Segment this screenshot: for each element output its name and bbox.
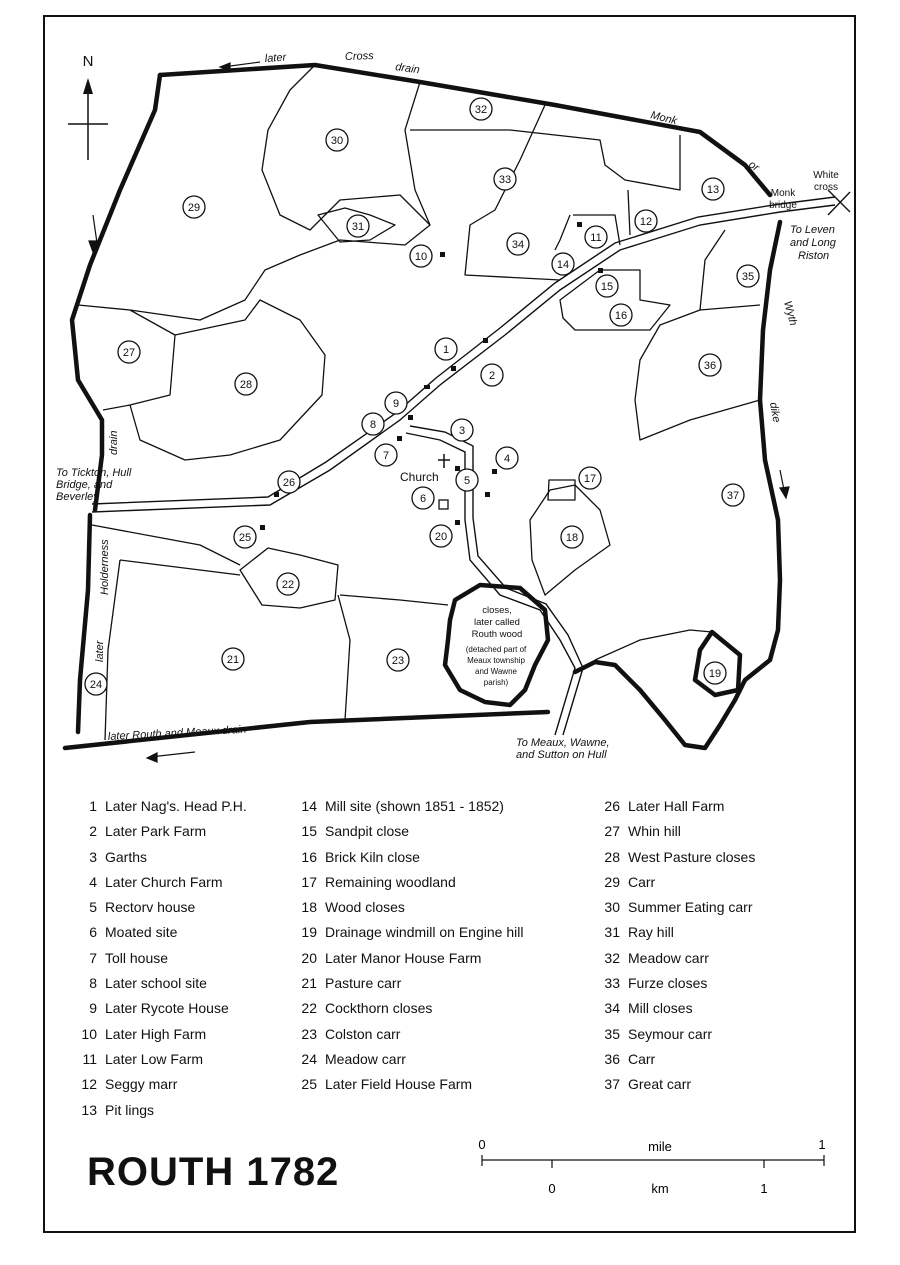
label-later: later bbox=[264, 51, 287, 65]
marker-number: 35 bbox=[741, 271, 755, 283]
legend-text: Pasture carr bbox=[325, 975, 402, 992]
legend-number: 25 bbox=[301, 1076, 317, 1093]
legend-number: 2 bbox=[89, 823, 97, 840]
marker-number: 12 bbox=[639, 216, 653, 228]
legend-text: Wood closes bbox=[325, 899, 405, 916]
legend-item bbox=[598, 821, 755, 846]
label-drain-west: drain bbox=[108, 430, 120, 455]
label-routh-wood-6: and Wawne bbox=[475, 667, 517, 676]
legend-number: 21 bbox=[301, 975, 317, 992]
legend-item bbox=[75, 948, 247, 973]
label-routh-wood-3: Routh wood bbox=[471, 629, 523, 640]
marker-number: 19 bbox=[708, 668, 722, 680]
scale-mile-label: mile bbox=[648, 1139, 672, 1154]
legend-text: Later Rycote House bbox=[105, 1000, 229, 1017]
legend-number: 1 bbox=[89, 798, 97, 814]
legend-item bbox=[295, 922, 523, 947]
legend-text: Cockthorn closes bbox=[325, 1000, 433, 1017]
legend-item bbox=[75, 1074, 247, 1099]
marker-number: 3 bbox=[458, 425, 466, 437]
legend-number: 36 bbox=[604, 1050, 620, 1067]
label-cross: Cross bbox=[344, 50, 374, 63]
road-white-cross bbox=[828, 190, 850, 215]
legend-item bbox=[598, 922, 755, 947]
label-monk: Monk bbox=[649, 109, 679, 128]
legend-number: 12 bbox=[81, 1076, 97, 1093]
legend-text: Meadow carr bbox=[325, 1050, 406, 1067]
label-to-leven-2: and Long bbox=[790, 237, 836, 249]
label-to-tickton-3: Beverley bbox=[56, 491, 99, 503]
marker-number: 26 bbox=[282, 477, 296, 489]
number-markers bbox=[85, 98, 759, 695]
legend-text: West Pasture closes bbox=[628, 848, 756, 865]
legend-item bbox=[598, 847, 755, 872]
flow-arrows bbox=[89, 62, 789, 762]
marker-number: 11 bbox=[590, 232, 602, 244]
legend-number: 16 bbox=[301, 848, 317, 865]
legend-number: 15 bbox=[301, 823, 317, 840]
label-cross-white: cross bbox=[814, 182, 838, 193]
marker-number: 21 bbox=[226, 654, 240, 666]
legend-number: 37 bbox=[604, 1076, 620, 1093]
label-holderness: Holderness bbox=[99, 539, 111, 595]
legend-number: 33 bbox=[604, 975, 620, 992]
legend-item bbox=[598, 872, 755, 897]
north-label: N bbox=[82, 53, 94, 70]
marker-number: 9 bbox=[392, 398, 400, 410]
legend-text: Later High Farm bbox=[105, 1025, 207, 1042]
label-monk-bridge-2: bridge bbox=[769, 200, 797, 211]
legend-text: Seymour carr bbox=[628, 1025, 713, 1042]
legend-item bbox=[75, 1049, 247, 1074]
legend-number: 26 bbox=[604, 798, 620, 814]
legend-number: 23 bbox=[301, 1025, 317, 1042]
legend-number: 19 bbox=[301, 924, 317, 941]
legend-text: Garths bbox=[105, 848, 148, 865]
marker-number: 29 bbox=[187, 202, 201, 214]
marker-number: 5 bbox=[463, 475, 471, 487]
marker-number: 31 bbox=[351, 221, 365, 233]
label-to-meaux-2: and Sutton on Hull bbox=[516, 749, 607, 761]
marker-number: 37 bbox=[726, 490, 740, 502]
label-routh-wood-5: Meaux township bbox=[467, 656, 525, 665]
label-white: White bbox=[813, 170, 839, 181]
legend-text: Later Hall Farm bbox=[628, 798, 725, 814]
legend-item bbox=[75, 796, 247, 821]
legend-text: Moated site bbox=[105, 924, 178, 941]
label-routh-wood-1: closes, bbox=[482, 605, 512, 616]
legend-text: Later school site bbox=[105, 975, 207, 992]
legend-number: 13 bbox=[81, 1101, 97, 1118]
legend-number: 6 bbox=[89, 924, 97, 941]
legend-text: Later Park Farm bbox=[105, 823, 207, 840]
legend-text: Carr bbox=[628, 1050, 656, 1067]
legend-column-3 bbox=[598, 796, 755, 1100]
legend-text: Carr bbox=[628, 873, 656, 890]
legend-item bbox=[75, 821, 247, 846]
legend-number: 32 bbox=[604, 949, 620, 966]
legend-text: Later Church Farm bbox=[105, 873, 223, 890]
label-to-tickton-1: To Tickton, Hull bbox=[56, 467, 132, 479]
legend-item bbox=[295, 1074, 523, 1099]
legend-item bbox=[75, 1100, 247, 1125]
legend-item bbox=[295, 821, 523, 846]
legend-text: Sandpit close bbox=[325, 823, 410, 840]
scale-bar bbox=[470, 1135, 840, 1205]
legend-item bbox=[75, 872, 247, 897]
marker-number: 36 bbox=[703, 360, 717, 372]
legend-text: Rectorv house bbox=[105, 899, 196, 916]
label-wyth: Wyth bbox=[781, 299, 800, 327]
label-to-meaux-1: To Meaux, Wawne, bbox=[516, 737, 610, 749]
legend-item bbox=[598, 1074, 755, 1099]
legend-number: 34 bbox=[604, 1000, 620, 1017]
legend-number: 24 bbox=[301, 1050, 317, 1067]
legend-number: 22 bbox=[301, 1000, 317, 1017]
label-church: Church bbox=[400, 470, 439, 484]
label-to-tickton-2: Bridge, and bbox=[56, 479, 113, 491]
legend-number: 31 bbox=[604, 924, 620, 941]
legend-item bbox=[295, 948, 523, 973]
label-routh-wood-2: later called bbox=[474, 617, 520, 628]
legend-item bbox=[75, 1024, 247, 1049]
label-monk-bridge-1: Monk bbox=[770, 188, 796, 199]
legend-text: Drainage windmill on Engine hill bbox=[325, 924, 524, 941]
legend-number: 9 bbox=[89, 1000, 97, 1017]
marker-number: 20 bbox=[434, 531, 448, 543]
legend-number: 29 bbox=[604, 873, 620, 890]
marker-number: 22 bbox=[281, 579, 295, 591]
legend-item bbox=[598, 796, 755, 821]
north-arrow-icon bbox=[68, 78, 108, 160]
legend-column-2 bbox=[295, 796, 523, 1100]
marker-number: 34 bbox=[511, 239, 525, 251]
legend-number: 35 bbox=[604, 1025, 620, 1042]
legend-item bbox=[295, 847, 523, 872]
legend-number: 5 bbox=[89, 899, 97, 916]
marker-number: 4 bbox=[503, 453, 511, 465]
legend-item bbox=[75, 998, 247, 1023]
legend-number: 14 bbox=[301, 798, 317, 814]
marker-number: 33 bbox=[498, 174, 512, 186]
scale-km-end: 1 bbox=[760, 1181, 768, 1196]
legend-item bbox=[598, 948, 755, 973]
marker-number: 8 bbox=[369, 419, 377, 431]
legend-text: Colston carr bbox=[325, 1025, 401, 1042]
legend-number: 4 bbox=[89, 873, 97, 890]
marker-number: 23 bbox=[391, 655, 405, 667]
label-routh-meaux-drain: later Routh and Meaux drain bbox=[107, 723, 247, 743]
legend-item bbox=[598, 998, 755, 1023]
legend-text: Ray hill bbox=[628, 924, 674, 941]
legend-text: Remaining woodland bbox=[325, 873, 456, 890]
holderness-drain bbox=[78, 515, 90, 732]
legend-item bbox=[75, 897, 247, 922]
legend-number: 30 bbox=[604, 899, 620, 916]
moated-site-icon bbox=[439, 500, 448, 509]
marker-number: 2 bbox=[488, 370, 496, 382]
marker-number: 16 bbox=[614, 310, 628, 322]
marker-number: 28 bbox=[239, 379, 253, 391]
marker-number: 32 bbox=[474, 104, 488, 116]
legend-item bbox=[75, 847, 247, 872]
legend-text: Later Low Farm bbox=[105, 1050, 204, 1067]
legend-text: Brick Kiln close bbox=[325, 848, 420, 865]
legend-number: 17 bbox=[301, 873, 317, 890]
scale-mile-end: 1 bbox=[818, 1137, 826, 1152]
legend-item bbox=[598, 1049, 755, 1074]
legend-text: Furze closes bbox=[628, 975, 708, 992]
legend-text: Later Field House Farm bbox=[325, 1076, 473, 1093]
legend-item bbox=[75, 922, 247, 947]
legend-text: Meadow carr bbox=[628, 949, 709, 966]
legend-number: 7 bbox=[89, 949, 97, 966]
legend-text: Toll house bbox=[105, 949, 169, 966]
map-title: ROUTH 1782 bbox=[87, 1150, 340, 1194]
marker-number: 14 bbox=[556, 259, 570, 271]
scale-mile-start: 0 bbox=[478, 1137, 486, 1152]
wyth-dike bbox=[575, 222, 783, 748]
legend-item bbox=[598, 897, 755, 922]
label-or: or bbox=[746, 158, 762, 175]
legend-number: 18 bbox=[301, 899, 317, 916]
scale-km-label: km bbox=[651, 1181, 669, 1196]
legend-item bbox=[295, 796, 523, 821]
marker-number: 27 bbox=[122, 347, 136, 359]
marker-number: 6 bbox=[419, 493, 427, 505]
marker-number: 15 bbox=[600, 281, 614, 293]
legend-item bbox=[598, 973, 755, 998]
marker-number: 17 bbox=[583, 473, 597, 485]
church-cross-icon bbox=[438, 454, 450, 468]
marker-number: 30 bbox=[330, 135, 344, 147]
legend bbox=[0, 790, 900, 1120]
label-routh-wood-4: (detached part of bbox=[465, 645, 527, 654]
legend-text: Later Manor House Farm bbox=[325, 949, 482, 966]
legend-item bbox=[598, 1024, 755, 1049]
cross-drain bbox=[160, 65, 700, 132]
scale-km-start: 0 bbox=[548, 1181, 556, 1196]
legend-item bbox=[295, 897, 523, 922]
legend-number: 27 bbox=[604, 823, 620, 840]
label-dike: dike bbox=[767, 401, 783, 424]
legend-item bbox=[295, 872, 523, 897]
legend-text: Summer Eating carr bbox=[628, 899, 753, 916]
legend-text: Mill closes bbox=[628, 1000, 693, 1017]
legend-number: 10 bbox=[81, 1025, 97, 1042]
label-drain-north: drain bbox=[394, 61, 421, 77]
legend-text: Mill site (shown 1851 - 1852) bbox=[325, 798, 504, 814]
legend-item bbox=[295, 973, 523, 998]
legend-text: Seggy marr bbox=[105, 1076, 178, 1093]
legend-item bbox=[295, 1024, 523, 1049]
legend-text: Later Nag's. Head P.H. bbox=[105, 798, 247, 814]
legend-column-1 bbox=[75, 796, 247, 1125]
legend-number: 3 bbox=[89, 848, 97, 865]
legend-number: 20 bbox=[301, 949, 317, 966]
label-later-west: later bbox=[94, 640, 106, 662]
label-routh-wood-7: parish) bbox=[483, 678, 509, 687]
marker-number: 7 bbox=[382, 450, 390, 462]
marker-number: 1 bbox=[442, 344, 450, 356]
legend-item bbox=[295, 998, 523, 1023]
marker-number: 25 bbox=[238, 532, 252, 544]
legend-number: 28 bbox=[604, 848, 620, 865]
marker-number: 24 bbox=[89, 679, 103, 691]
legend-text: Whin hill bbox=[628, 823, 681, 840]
label-to-leven-3: Riston bbox=[798, 250, 830, 262]
marker-number: 10 bbox=[414, 251, 428, 263]
legend-text: Great carr bbox=[628, 1076, 692, 1093]
marker-number: 18 bbox=[565, 532, 579, 544]
legend-item bbox=[75, 973, 247, 998]
legend-text: Pit lings bbox=[105, 1101, 155, 1118]
legend-number: 8 bbox=[89, 975, 97, 992]
marker-number: 13 bbox=[706, 184, 720, 196]
road-main-1 bbox=[92, 205, 835, 512]
legend-item bbox=[295, 1049, 523, 1074]
label-to-leven-1: To Leven bbox=[790, 224, 835, 236]
legend-number: 11 bbox=[82, 1050, 97, 1067]
